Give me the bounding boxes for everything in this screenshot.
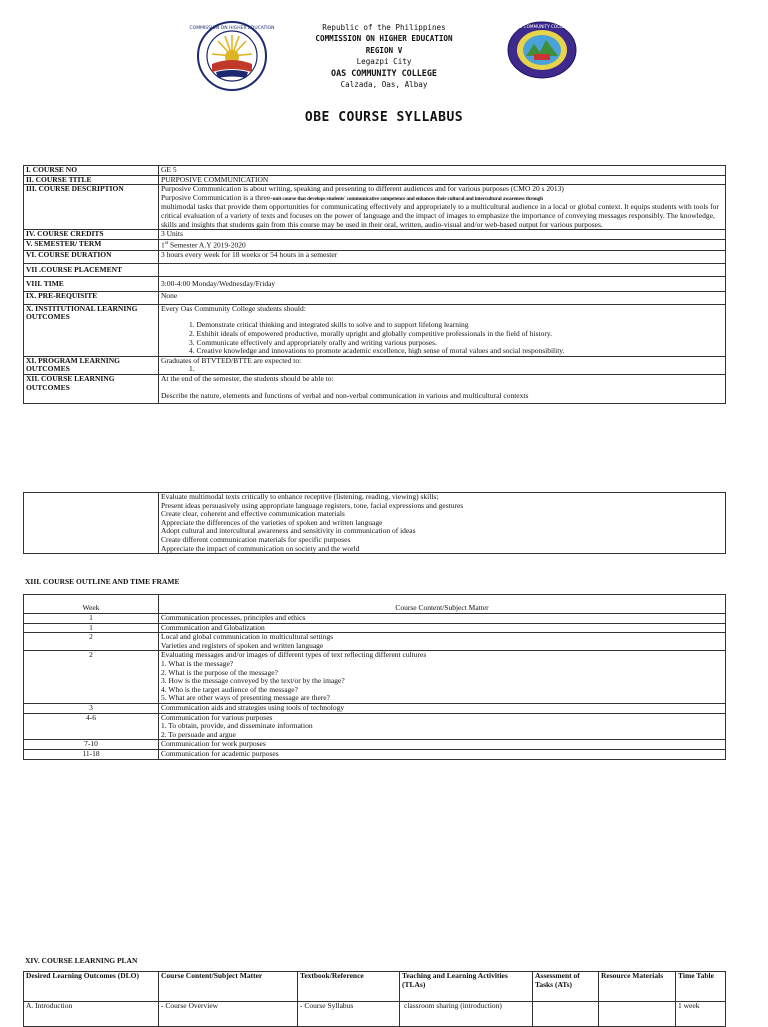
table-row bbox=[24, 230, 726, 240]
list-item: Evaluate multimodal texts critically to enhance receptive (listening, reading, viewing) skills; bbox=[161, 492, 439, 501]
week-cell: 2 bbox=[24, 633, 159, 651]
clo-label: XII. COURSE LEARNING OUTCOMES bbox=[24, 375, 159, 404]
semester-label: V. SEMESTER/ TERM bbox=[24, 239, 159, 250]
list-item: 2. Exhibit ideals of empowered productive, morally upright and globally competitive professionals in the field of history. bbox=[189, 329, 552, 339]
duration-value: 3 hours every week for 18 weeks or 54 hours in a semester bbox=[159, 250, 726, 263]
time-value: 3:00-4:00 Monday/Wednesday/Friday bbox=[159, 276, 726, 291]
reference-column-header: Textbook/Reference bbox=[298, 972, 400, 1002]
placement-value bbox=[159, 263, 726, 276]
tla-cell: classroom sharing (introduction) bbox=[400, 1002, 533, 1027]
course-learning-plan-table bbox=[23, 971, 726, 1027]
clo-intro: At the end of the semester, the students should be able to: bbox=[161, 374, 334, 383]
resources-column-header: Resource Materials bbox=[599, 972, 676, 1002]
city-line: Legazpi City bbox=[356, 57, 412, 67]
content-line: 2. To persuade and argue bbox=[161, 729, 236, 739]
list-item: Create clear, coherent and effective communication materials bbox=[161, 509, 345, 519]
list-item: 1. Demonstrate critical thinking and integrated skills to solve and to support lifelong learning bbox=[189, 320, 469, 330]
address-line: Calzada, Oas, Albay bbox=[340, 80, 428, 90]
content-column-header: Course Content/Subject Matter bbox=[159, 972, 298, 1002]
credits-value: 3 Units bbox=[159, 230, 726, 240]
table-row bbox=[24, 713, 726, 740]
ilo-value bbox=[159, 304, 726, 356]
list-item: Present ideas persuasively using appropriate language registers, tone, facial expressions and gestures bbox=[161, 500, 464, 510]
table-row bbox=[24, 263, 726, 276]
table-row bbox=[24, 276, 726, 291]
course-title-label: II. COURSE TITLE bbox=[24, 175, 159, 185]
content-line: Evaluating messages and/or images of different types of text reflecting different cultures bbox=[161, 650, 427, 660]
college-line: OAS COMMUNITY COLLEGE bbox=[331, 67, 437, 78]
ilo-label: X. INSTITUTIONAL LEARNING OUTCOMES bbox=[24, 304, 159, 356]
assessment-column-header: Assessment of Tasks (ATs) bbox=[533, 972, 599, 1002]
content-line: 5. What are other ways of presenting message are there? bbox=[161, 693, 330, 703]
table-row bbox=[24, 239, 726, 250]
content-cell bbox=[159, 713, 726, 740]
week-cell: 2 bbox=[24, 651, 159, 704]
course-no-label: I. COURSE NO bbox=[24, 166, 159, 176]
content-line: Communication and Globalization bbox=[161, 622, 265, 632]
content-cell bbox=[159, 614, 726, 624]
content-cell bbox=[159, 651, 726, 704]
list-item: Create different communication materials for specific purposes bbox=[161, 534, 351, 544]
credits-label: IV. COURSE CREDITS bbox=[24, 230, 159, 240]
week-cell: 1 bbox=[24, 614, 159, 624]
reference-cell: - Course Syllabus bbox=[298, 1002, 400, 1027]
table-row bbox=[24, 493, 726, 554]
table-row bbox=[24, 749, 726, 759]
outline-section-title: XIII. COURSE OUTLINE AND TIME FRAME bbox=[25, 577, 180, 586]
timetable-column-header: Time Table bbox=[676, 972, 726, 1002]
assessment-cell bbox=[533, 1002, 599, 1027]
timetable-cell: 1 week bbox=[676, 1002, 726, 1027]
clo-value bbox=[159, 375, 726, 404]
table-header-row bbox=[24, 595, 726, 614]
content-cell bbox=[159, 749, 726, 759]
placement-label: VII .COURSE PLACEMENT bbox=[24, 263, 159, 276]
semester-value bbox=[159, 239, 726, 250]
list-item: Appreciate the impact of communication on society and the world bbox=[161, 543, 360, 553]
clo-continued-table bbox=[23, 492, 726, 554]
content-line: 2. What is the purpose of the message? bbox=[161, 667, 278, 677]
table-row bbox=[24, 291, 726, 304]
course-info-table bbox=[23, 165, 726, 404]
letterhead bbox=[0, 22, 768, 90]
course-description-label: III. COURSE DESCRIPTION bbox=[24, 185, 159, 230]
duration-label: VI. COURSE DURATION bbox=[24, 250, 159, 263]
course-description-value bbox=[159, 185, 726, 230]
list-item: 4. Creative knowledge and innovations to promote academic excellence, high sense of moral values and social responsibility. bbox=[189, 346, 565, 356]
left-seal-lettering: COMMISSION ON HIGHER EDUCATION bbox=[189, 26, 275, 31]
table-row bbox=[24, 1002, 726, 1027]
dlo-cell: A. Introduction bbox=[24, 1002, 159, 1027]
content-line: Communication processes, principles and ethics bbox=[161, 613, 306, 622]
plan-section-title: XIV. COURSE LEARNING PLAN bbox=[25, 956, 138, 965]
content-cell: - Course Overview bbox=[159, 1002, 298, 1027]
content-line: Local and global communication in multicultural settings bbox=[161, 632, 334, 642]
content-cell bbox=[159, 703, 726, 713]
semester-number: 1 bbox=[161, 240, 165, 250]
time-label: VIII. TIME bbox=[24, 276, 159, 291]
course-outline-table bbox=[23, 594, 726, 760]
content-cell bbox=[159, 740, 726, 750]
content-line: 3. How is the message conveyed by the text/or by the image? bbox=[161, 676, 345, 686]
description-paragraph: multimodal tasks that provide them opportunities for communicating effectively and appropriately to a multicultural audience in a local or global context. It equips students with tools for critical evaluation of a variety of texts and focuses on the power of language and the impact of images to emphasize the importance of conveying messages responsibly. The knowledge, skills and insights that students gain from this course may be used in their oral, written, audio-visual and/or web-based output for various purposes. bbox=[161, 202, 719, 229]
list-item: 3. Communicate effectively and appropriately orally and writing various purposes. bbox=[189, 337, 437, 347]
empty-cell bbox=[24, 493, 159, 554]
table-row bbox=[24, 740, 726, 750]
ilo-intro: Every Oas Community College students should: bbox=[161, 303, 306, 313]
week-cell: 4-6 bbox=[24, 713, 159, 740]
content-line: 1. What is the message? bbox=[161, 658, 234, 668]
description-text-compressed: unit course that develops students' communicative competence and enhances their cultural and intercultural awareness through bbox=[272, 195, 543, 202]
clo-continued-list bbox=[159, 493, 726, 554]
content-line: Varieties and registers of spoken and written language bbox=[161, 640, 324, 650]
table-row bbox=[24, 166, 726, 176]
country-line: Republic of the Philippines bbox=[322, 23, 446, 32]
course-title-value: PURPOSIVE COMMUNICATION bbox=[159, 175, 726, 185]
week-column-header: Week bbox=[24, 595, 159, 614]
description-text: Purposive Communication is a three- bbox=[161, 192, 273, 202]
course-no-value: GE 5 bbox=[159, 166, 726, 176]
table-row bbox=[24, 623, 726, 633]
tla-column-header: Teaching and Learning Activities (TLAs) bbox=[400, 972, 533, 1002]
right-seal-lettering: OAS COMMUNITY COLLEGE bbox=[513, 24, 571, 29]
week-cell: 7-10 bbox=[24, 740, 159, 750]
table-row bbox=[24, 633, 726, 651]
region-line: REGION V bbox=[365, 45, 403, 55]
list-item: 1. bbox=[189, 364, 195, 374]
week-cell: 1 bbox=[24, 623, 159, 633]
table-row bbox=[24, 304, 726, 356]
content-cell bbox=[159, 633, 726, 651]
table-row bbox=[24, 651, 726, 704]
table-header-row bbox=[24, 972, 726, 1002]
plo-intro: Graduates of BTVTED/BTTE are expected to: bbox=[161, 355, 302, 365]
week-cell: 3 bbox=[24, 703, 159, 713]
resources-cell bbox=[599, 1002, 676, 1027]
table-row bbox=[24, 250, 726, 263]
table-row bbox=[24, 185, 726, 230]
list-item: Describe the nature, elements and functions of verbal and non-verbal communication in various and multicultural contexts bbox=[161, 390, 529, 400]
table-row bbox=[24, 614, 726, 624]
table-row bbox=[24, 356, 726, 374]
document-title: OBE COURSE SYLLABUS bbox=[304, 110, 464, 125]
semester-suffix: st bbox=[164, 240, 169, 246]
prerequisite-label: IX. PRE-REQUISITE bbox=[24, 291, 159, 304]
content-line: 1. To obtain, provide, and disseminate information bbox=[161, 721, 313, 731]
week-cell: 11-18 bbox=[24, 749, 159, 759]
plo-label: XI. PROGRAM LEARNING OUTCOMES bbox=[24, 356, 159, 374]
prerequisite-value: None bbox=[159, 291, 726, 304]
content-line: Communication aids and strategies using tools of technology bbox=[161, 702, 345, 712]
table-row bbox=[24, 703, 726, 713]
list-item: Adopt cultural and intercultural awareness and sensitivity in communication of ideas bbox=[161, 526, 416, 536]
table-row bbox=[24, 375, 726, 404]
plo-value bbox=[159, 356, 726, 374]
content-line: Communication for academic purposes bbox=[161, 748, 279, 758]
list-item: Appreciate the differences of the varieties of spoken and written language bbox=[161, 517, 383, 527]
commission-line: COMMISSION ON HIGHER EDUCATION bbox=[315, 34, 453, 44]
content-line: Communication for work purposes bbox=[161, 739, 266, 749]
content-column-header: Course Content/Subject Matter bbox=[159, 595, 726, 614]
content-line: Communication for various purposes bbox=[161, 712, 273, 722]
dlo-column-header: Desired Learning Outcomes (DLO) bbox=[24, 972, 159, 1002]
semester-text: Semester A.Y 2019-2020 bbox=[168, 240, 246, 250]
description-line: Purposive Communication is about writing, speaking and presenting to different audiences and for various purposes (CMO 20 s 2013) bbox=[161, 184, 564, 194]
content-line: 4. Who is the target audience of the message? bbox=[161, 684, 298, 694]
